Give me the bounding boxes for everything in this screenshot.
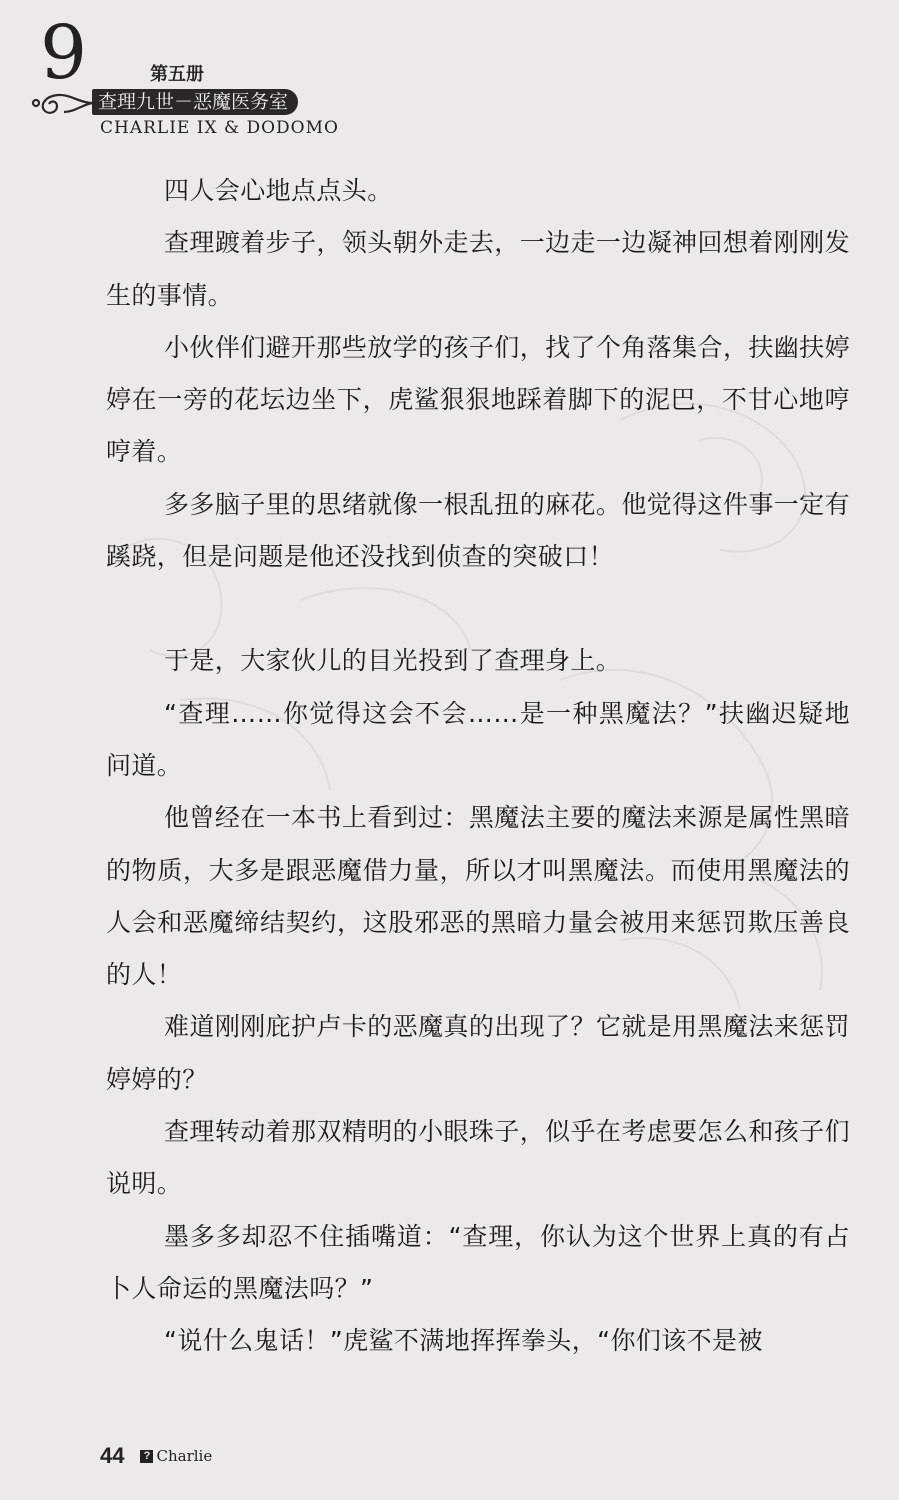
- volume-label: 第五册: [150, 64, 204, 85]
- footer-brand: [140, 1447, 212, 1465]
- paragraph: 查理转动着那双精明的小眼珠子，似乎在考虑要怎么和孩子们说明。: [106, 1117, 850, 1199]
- paragraph: 他曾经在一本书上看到过：黑魔法主要的魔法来源是属性黑暗的物质，大多是跟恶魔借力量，所以才叫黑魔法。而使用黑魔法的人会和恶魔缔结契约，这股邪恶的黑暗力量会被用来惩罚欺压善良的人！: [106, 803, 850, 990]
- question-mark-logo-icon: ?: [140, 1450, 153, 1463]
- paragraph: 于是，大家伙儿的目光投到了查理身上。: [164, 646, 622, 676]
- paragraph: “说什么鬼话！”虎鲨不满地挥挥拳头，“你们该不是被: [164, 1326, 763, 1356]
- paragraph: 小伙伴们避开那些放学的孩子们，找了个角落集合，扶幽扶婷婷在一旁的花坛边坐下，虎鲨狠狠地踩着脚下的泥巴，不甘心地哼哼着。: [106, 332, 850, 467]
- paragraph: 多多脑子里的思绪就像一根乱扭的麻花。他觉得这件事一定有蹊跷，但是问题是他还没找到侦查的突破口！: [106, 489, 850, 572]
- swirl-ornament-icon: [30, 88, 100, 118]
- paragraph: 难道刚刚庇护卢卡的恶魔真的出现了？它就是用黑魔法来惩罚婷婷的？: [106, 1012, 850, 1094]
- body-text: [106, 165, 850, 1368]
- book-title-cn: 查理九世－恶魔医务室: [92, 89, 298, 115]
- brand-text: Charlie: [156, 1447, 213, 1465]
- paragraph: 墨多多却忍不住插嘴道：“查理，你认为这个世界上真的有占卜人命运的黑魔法吗？”: [106, 1221, 850, 1303]
- series-number: 9: [40, 10, 86, 96]
- paragraph: 查理踱着步子，领头朝外走去，一边走一边凝神回想着刚刚发生的事情。: [106, 228, 850, 310]
- page-header: [0, 0, 899, 150]
- paragraph: 四人会心地点点头。: [164, 176, 393, 205]
- page-footer: [100, 1438, 212, 1474]
- book-title-en: CHARLIE IX & DODOMO: [100, 118, 339, 138]
- paragraph: “查理……你觉得这会不会……是一种黑魔法？”扶幽迟疑地问道。: [106, 698, 850, 780]
- page-number: 44: [100, 1443, 125, 1468]
